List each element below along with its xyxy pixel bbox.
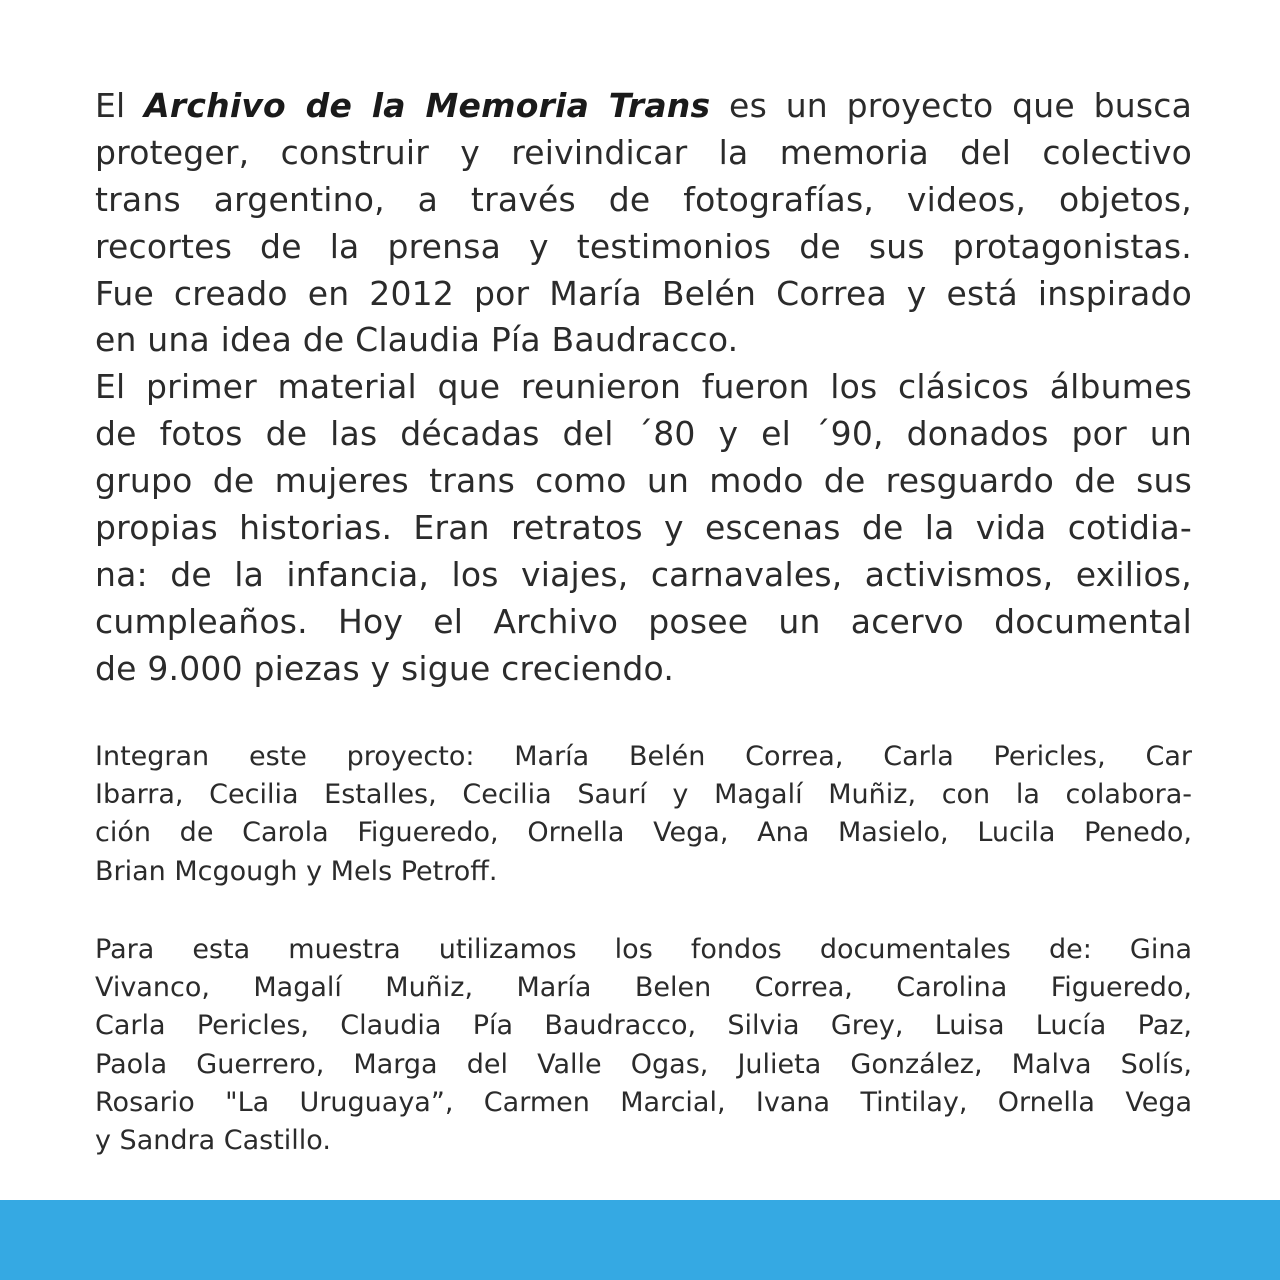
intro-line: en una idea de Claudia Pía Baudracco. (95, 320, 739, 360)
sources-paragraph (95, 931, 1192, 1160)
members-line: Integran este proyecto: María Belén Correa, Carla Pericles, Car (95, 741, 1192, 772)
archive-title: Archivo de la Memoria Trans (144, 86, 711, 125)
material-line: de fotos de las décadas del ´80 y el ´90, donados por un (95, 414, 1192, 454)
text-column (95, 83, 1192, 1156)
material-line: grupo de mujeres trans como un modo de resguardo de sus (95, 461, 1192, 501)
material-line: propias historias. Eran retratos y escenas de la vida cotidia- (95, 508, 1192, 548)
sources-line: y Sandra Castillo. (95, 1124, 331, 1156)
intro-line: proteger, construir y reivindicar la memoria del colectivo (95, 132, 1192, 172)
intro-line: recortes de la prensa y testimonios de sus protagonistas. (95, 226, 1192, 266)
material-paragraph (95, 364, 1192, 692)
sources-line: Rosario "La Uruguaya”, Carmen Marcial, Ivana Tintilay, Ornella Vega (95, 1086, 1192, 1118)
footer-color-band (0, 1200, 1280, 1280)
members-paragraph (95, 738, 1192, 891)
intro-line: trans argentino, a través de fotografías, videos, objetos, (95, 179, 1192, 219)
material-line: cumpleaños. Hoy el Archivo posee un acervo documental (95, 601, 1192, 641)
sources-line: Vivanco, Magalí Muñiz, María Belen Correa, Carolina Figueredo, (95, 972, 1192, 1004)
intro-line: El Archivo de la Memoria Trans es un proyecto que busca (95, 86, 1192, 125)
members-line: ción de Carola Figueredo, Ornella Vega, Ana Masielo, Lucila Penedo, (95, 817, 1192, 849)
sources-line: Para esta muestra utilizamos los fondos documentales de: Gina (95, 934, 1192, 965)
intro-line: Fue creado en 2012 por María Belén Correa y está inspirado (95, 273, 1192, 313)
intro-paragraph (95, 83, 1192, 364)
sources-line: Paola Guerrero, Marga del Valle Ogas, Julieta González, Malva Solís, (95, 1048, 1192, 1080)
sources-line: Carla Pericles, Claudia Pía Baudracco, Silvia Grey, Luisa Lucía Paz, (95, 1010, 1192, 1042)
members-line: Ibarra, Cecilia Estalles, Cecilia Saurí y Magalí Muñiz, con la colabora- (95, 779, 1192, 811)
material-line: de 9.000 piezas y sigue creciendo. (95, 648, 675, 688)
material-line: na: de la infancia, los viajes, carnavales, activismos, exilios, (95, 554, 1192, 594)
members-line: Brian Mcgough y Mels Petroff. (95, 855, 498, 887)
material-line: El primer material que reunieron fueron los clásicos álbumes (95, 367, 1192, 407)
